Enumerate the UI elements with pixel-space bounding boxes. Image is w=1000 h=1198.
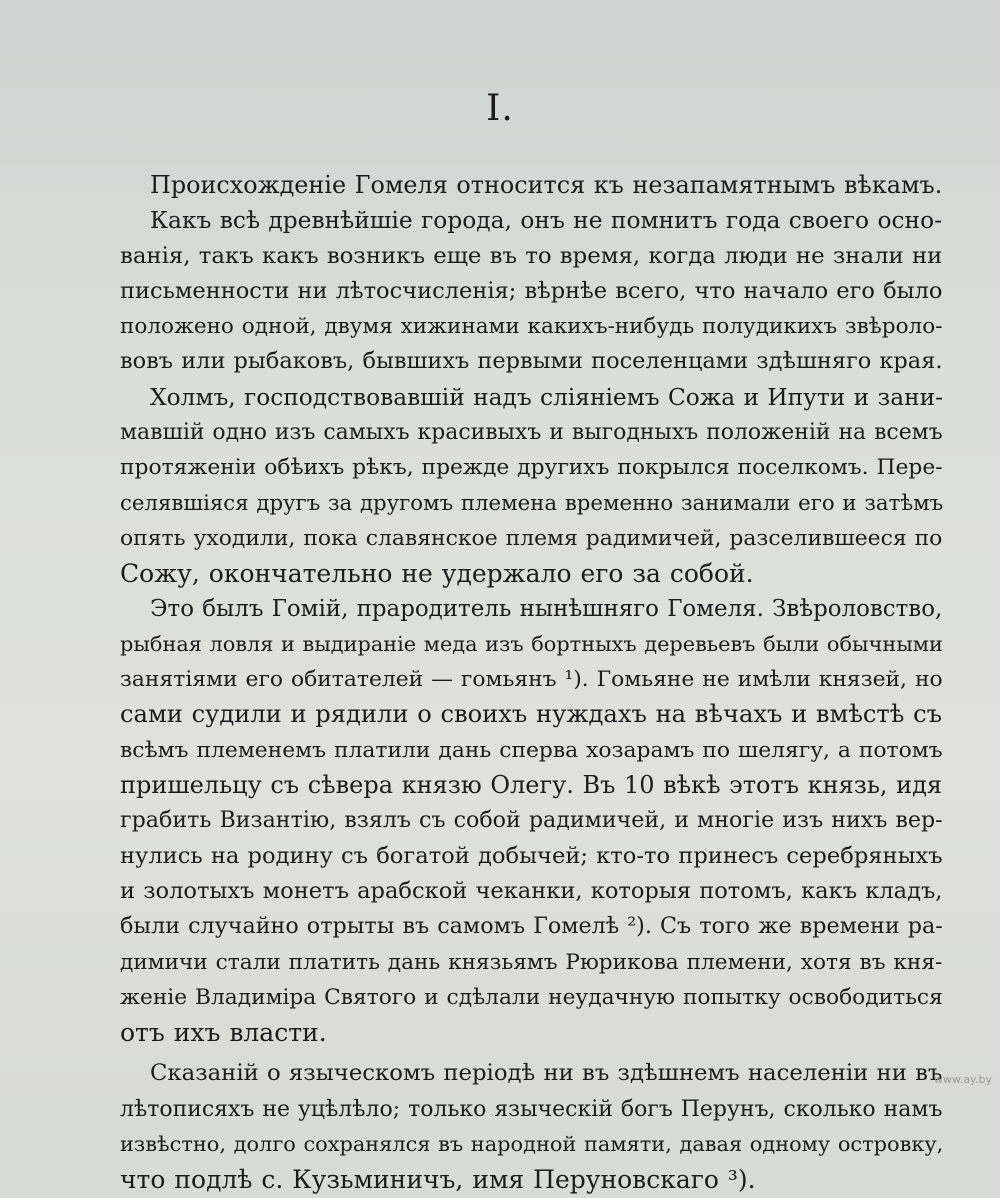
text-line: грабить Византію, взялъ съ собой радимичей, и многіе изъ нихъ вер-	[120, 807, 943, 834]
text-line: Это былъ Гомій, прародитель нынѣшняго Гомеля. Звѣроловство,	[150, 595, 943, 622]
paragraph-4	[120, 592, 942, 1051]
text-line: селявшіяся другъ за другомъ племена временно занимали его и затѣмъ	[120, 490, 944, 516]
body-text	[120, 168, 942, 1198]
text-line: положено одной, двумя хижинами какихъ-нибудь полудикихъ звѣроло-	[120, 314, 943, 340]
paragraph-3	[120, 380, 942, 592]
chapter-heading: I.	[486, 88, 514, 129]
text-line: ванія, такъ какъ возникъ еще въ то время, когда люди не знали ни	[120, 242, 943, 269]
text-line: димичи стали платить дань князьямъ Рюрикова племени, хотя въ кня-	[120, 949, 943, 975]
text-line: мавшій одно изъ самыхъ красивыхъ и выгодныхъ положеній на всемъ	[120, 420, 943, 446]
text-line: всѣмъ племенемъ платили дань сперва хозарамъ по шелягу, а потомъ	[120, 737, 943, 763]
watermark: www.ay.by	[933, 1073, 992, 1086]
text-line: извѣстно, долго сохранялся въ народной памяти, давая одному островку,	[120, 1132, 944, 1157]
text-line: пришельцу съ сѣвера князю Олегу. Въ 10 вѣкѣ этотъ князь, идя	[120, 771, 943, 800]
text-line: занятіями его обитателей — гомьянъ ¹). Гомьяне не имѣли князей, но	[120, 667, 943, 693]
paragraph-2	[120, 203, 942, 379]
text-line: лѣтописяхъ не уцѣлѣло; только языческій богъ Перунъ, сколько намъ	[120, 1096, 943, 1122]
text-line: что подлѣ с. Кузьминичъ, имя Перуновскаго ³).	[120, 1165, 756, 1195]
text-line: опять уходили, пока славянское племя радимичей, разселившееся по	[120, 525, 943, 551]
paragraph-5	[120, 1056, 942, 1197]
text-line: рыбная ловля и выдираніе меда изъ бортныхъ деревьевъ были обычными	[120, 631, 943, 656]
text-line: женіе Владиміра Святого и сдѣлали неудачную попытку освободиться	[120, 984, 943, 1010]
text-line: отъ ихъ власти.	[120, 1018, 327, 1048]
text-line: Происхожденіе Гомеля относится къ незапамятнымъ вѣкамъ.	[150, 171, 943, 199]
text-line: сами судили и рядили о своихъ нуждахъ на вѣчахъ и вмѣстѣ съ	[120, 700, 942, 729]
text-line: и золотыхъ монетъ арабской чеканки, которыя потомъ, какъ кладъ,	[120, 877, 943, 904]
text-line: Какъ всѣ древнѣйшіе города, онъ не помнитъ года своего осно-	[150, 207, 942, 235]
text-line: вовъ или рыбаковъ, бывшихъ первыми поселенцами здѣшняго края.	[120, 348, 943, 375]
text-line: Холмъ, господствовавшій надъ сліяніемъ Сожа и Ипути и зани-	[150, 383, 943, 411]
text-line: письменности ни лѣтосчисленія; вѣрнѣе всего, что начало его было	[120, 277, 943, 304]
text-line: нулись на родину съ богатой добычей; кто-то принесъ серебряныхъ	[120, 842, 943, 869]
text-line: были случайно отрыты въ самомъ Гомелѣ ²). Съ того же времени ра-	[120, 913, 943, 940]
text-line: протяженіи обѣихъ рѣкъ, прежде другихъ покрылся поселкомъ. Пере-	[120, 455, 943, 481]
text-line: Сказаній о языческомъ періодѣ ни въ здѣшнемъ населеніи ни въ	[150, 1060, 943, 1087]
paragraph-1	[120, 168, 942, 203]
text-line: Сожу, окончательно не удержало его за собой.	[120, 559, 754, 589]
